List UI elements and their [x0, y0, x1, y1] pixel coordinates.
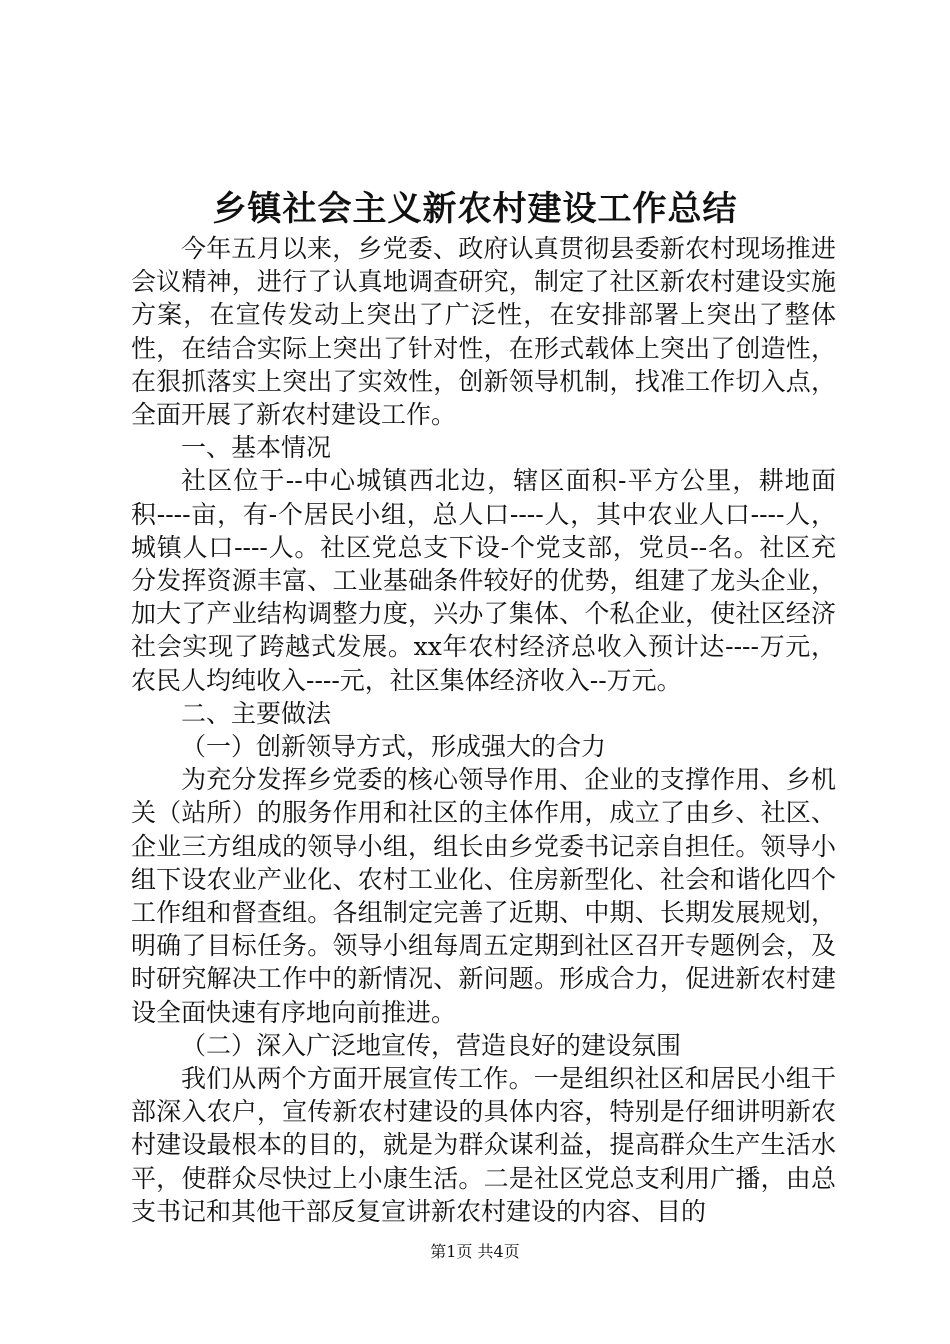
- subheading-leadership: （一）创新领导方式，形成强大的合力: [181, 732, 607, 762]
- page-number-footer: 第1页 共4页: [430, 1242, 520, 1261]
- subheading-publicity: （二）深入广泛地宣传，营造良好的建设氛围: [181, 1030, 682, 1060]
- paragraph-basic-situation: 社区位于--中心城镇西北边，辖区面积-平方公里，耕地面积----亩，有-个居民小组，总人口----人，其中农业人口----人，城镇人口----人。社区党总支下设-个党支部，党员--名。社区充分发挥资源丰富、工业基础条件较好的优势，组建了龙头企业，加大了产业结构调整力度，兴办了集体、个私企业，使社区经济社会实现了跨越式发展。xx年农村经济总收入预计达----万元，农民人均纯收入----元，社区集体经济收入--万元。: [131, 466, 836, 695]
- section-heading-basic-situation: 一、基本情况: [181, 433, 332, 463]
- paragraph-leadership: 为充分发挥乡党委的核心领导作用、企业的支撑作用、乡机关（站所）的服务作用和社区的主体作用，成立了由乡、社区、企业三方组成的领导小组，组长由乡党委书记亲自担任。领导小组下设农业产业化、农村工业化、住房新型化、社会和谐化四个工作组和督查组。各组制定完善了近期、中期、长期发展规划，明确了目标任务。领导小组每周五定期到社区召开专题例会，及时研究解决工作中的新情况、新问题。形成合力，促进新农村建设全面快速有序地向前推进。: [131, 765, 836, 1027]
- section-heading-main-practices: 二、主要做法: [181, 698, 332, 728]
- paragraph-intro: 今年五月以来，乡党委、政府认真贯彻县委新农村现场推进会议精神，进行了认真地调查研究，制定了社区新农村建设实施方案，在宣传发动上突出了广泛性，在安排部署上突出了整体性，在结合实际上突出了针对性，在形式载体上突出了创造性，在狠抓落实上突出了实效性，创新领导机制，找准工作切入点，全面开展了新农村建设工作。: [131, 234, 836, 430]
- paragraph-publicity: 我们从两个方面开展宣传工作。一是组织社区和居民小组干部深入农户，宣传新农村建设的具体内容，特别是仔细讲明新农村建设最根本的目的，就是为群众谋利益，提高群众生产生活水平，使群众尽快过上小康生活。二是社区党总支利用广播，由总支书记和其他干部反复宣讲新农村建设的内容、目的: [131, 1064, 836, 1226]
- document-title: 乡镇社会主义新农村建设工作总结: [212, 189, 738, 229]
- document-body: [131, 232, 836, 1228]
